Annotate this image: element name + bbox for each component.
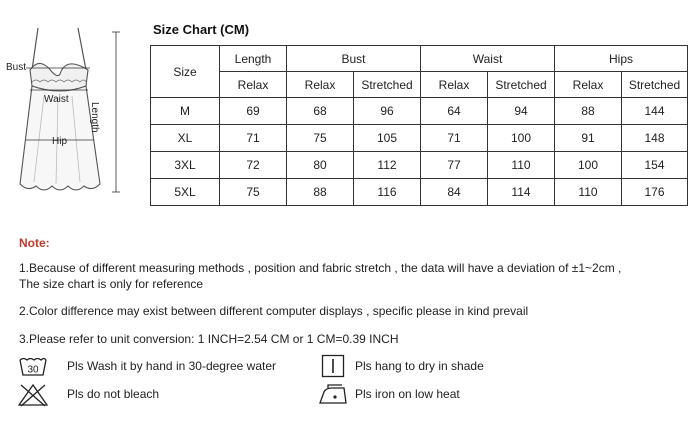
bust-stretched-header: Stretched: [354, 72, 421, 98]
bust-relax-cell: 80: [287, 152, 354, 179]
hips-stretched-cell: 176: [622, 179, 688, 206]
length-cell: 72: [220, 152, 287, 179]
size-chart-table: [150, 45, 688, 206]
hand-wash-icon: [18, 354, 48, 378]
dry-instruction: Pls hang to dry in shade: [355, 359, 484, 373]
size-cell: 3XL: [151, 152, 220, 179]
note-title: Note:: [19, 236, 50, 250]
iron-low-icon: [318, 384, 350, 406]
hip-label: Hip: [52, 136, 68, 147]
bust-relax-cell: 88: [287, 179, 354, 206]
bleach-instruction: Pls do not bleach: [67, 387, 160, 401]
waist-relax-cell: 84: [421, 179, 488, 206]
hips-relax-cell: 110: [555, 179, 622, 206]
hips-stretched-cell: 144: [622, 98, 688, 125]
length-label: Length: [89, 102, 100, 133]
waist-header: Waist: [421, 46, 555, 72]
hips-relax-cell: 100: [555, 152, 622, 179]
table-row: [151, 125, 688, 152]
length-cell: 69: [220, 98, 287, 125]
waist-stretched-cell: 100: [488, 125, 555, 152]
wash-temp-label: 30: [27, 364, 39, 376]
bust-stretched-cell: 96: [354, 98, 421, 125]
length-relax-header: Relax: [220, 72, 287, 98]
right-strap: [78, 28, 86, 70]
iron-instruction: Pls iron on low heat: [355, 387, 460, 401]
hips-relax-cell: 91: [555, 125, 622, 152]
note-3: 3.Please refer to unit conversion: 1 INCH=2.54 CM or 1 CM=0.39 INCH: [19, 332, 399, 346]
length-header: Length: [220, 46, 287, 72]
wash-instruction: Pls Wash it by hand in 30-degree water: [67, 359, 276, 373]
note-1-line-a: 1.Because of different measuring methods , position and fabric stretch , the data will have a deviation of ±1~2cm ,: [19, 261, 622, 275]
hips-stretched-header: Stretched: [622, 72, 688, 98]
length-cell: 75: [220, 179, 287, 206]
waist-stretched-cell: 94: [488, 98, 555, 125]
waist-relax-header: Relax: [421, 72, 488, 98]
dress-measurement-diagram: [0, 26, 140, 208]
table-row: [151, 179, 688, 206]
waist-stretched-cell: 114: [488, 179, 555, 206]
waist-relax-cell: 71: [421, 125, 488, 152]
bust-header: Bust: [287, 46, 421, 72]
waist-stretched-header: Stretched: [488, 72, 555, 98]
hips-stretched-cell: 148: [622, 125, 688, 152]
hips-stretched-cell: 154: [622, 152, 688, 179]
note-2: 2.Color difference may exist between different computer displays , specific please in kind prevail: [19, 304, 529, 318]
bust-relax-cell: 68: [287, 98, 354, 125]
size-chart-title: Size Chart (CM): [153, 22, 250, 37]
size-cell: XL: [151, 125, 220, 152]
bust-relax-header: Relax: [287, 72, 354, 98]
length-cell: 71: [220, 125, 287, 152]
table-subheader-row: [151, 72, 688, 98]
hips-relax-header: Relax: [555, 72, 622, 98]
hang-dry-shade-icon: [321, 354, 345, 378]
bust-relax-cell: 75: [287, 125, 354, 152]
dress-bodice: [30, 63, 88, 91]
waist-label: Waist: [44, 94, 69, 105]
table-row: [151, 98, 688, 125]
bust-stretched-cell: 105: [354, 125, 421, 152]
size-cell: 5XL: [151, 179, 220, 206]
bust-stretched-cell: 116: [354, 179, 421, 206]
size-header: Size: [151, 46, 220, 98]
note-1: [19, 260, 689, 292]
hips-header: Hips: [555, 46, 688, 72]
hips-relax-cell: 88: [555, 98, 622, 125]
no-bleach-icon: [17, 383, 49, 407]
waist-stretched-cell: 110: [488, 152, 555, 179]
table-header-row: [151, 46, 688, 72]
size-cell: M: [151, 98, 220, 125]
waist-relax-cell: 77: [421, 152, 488, 179]
table-row: [151, 152, 688, 179]
waist-relax-cell: 64: [421, 98, 488, 125]
bust-label: Bust: [6, 62, 27, 73]
bust-stretched-cell: 112: [354, 152, 421, 179]
note-1-line-b: The size chart is only for reference: [19, 277, 204, 291]
